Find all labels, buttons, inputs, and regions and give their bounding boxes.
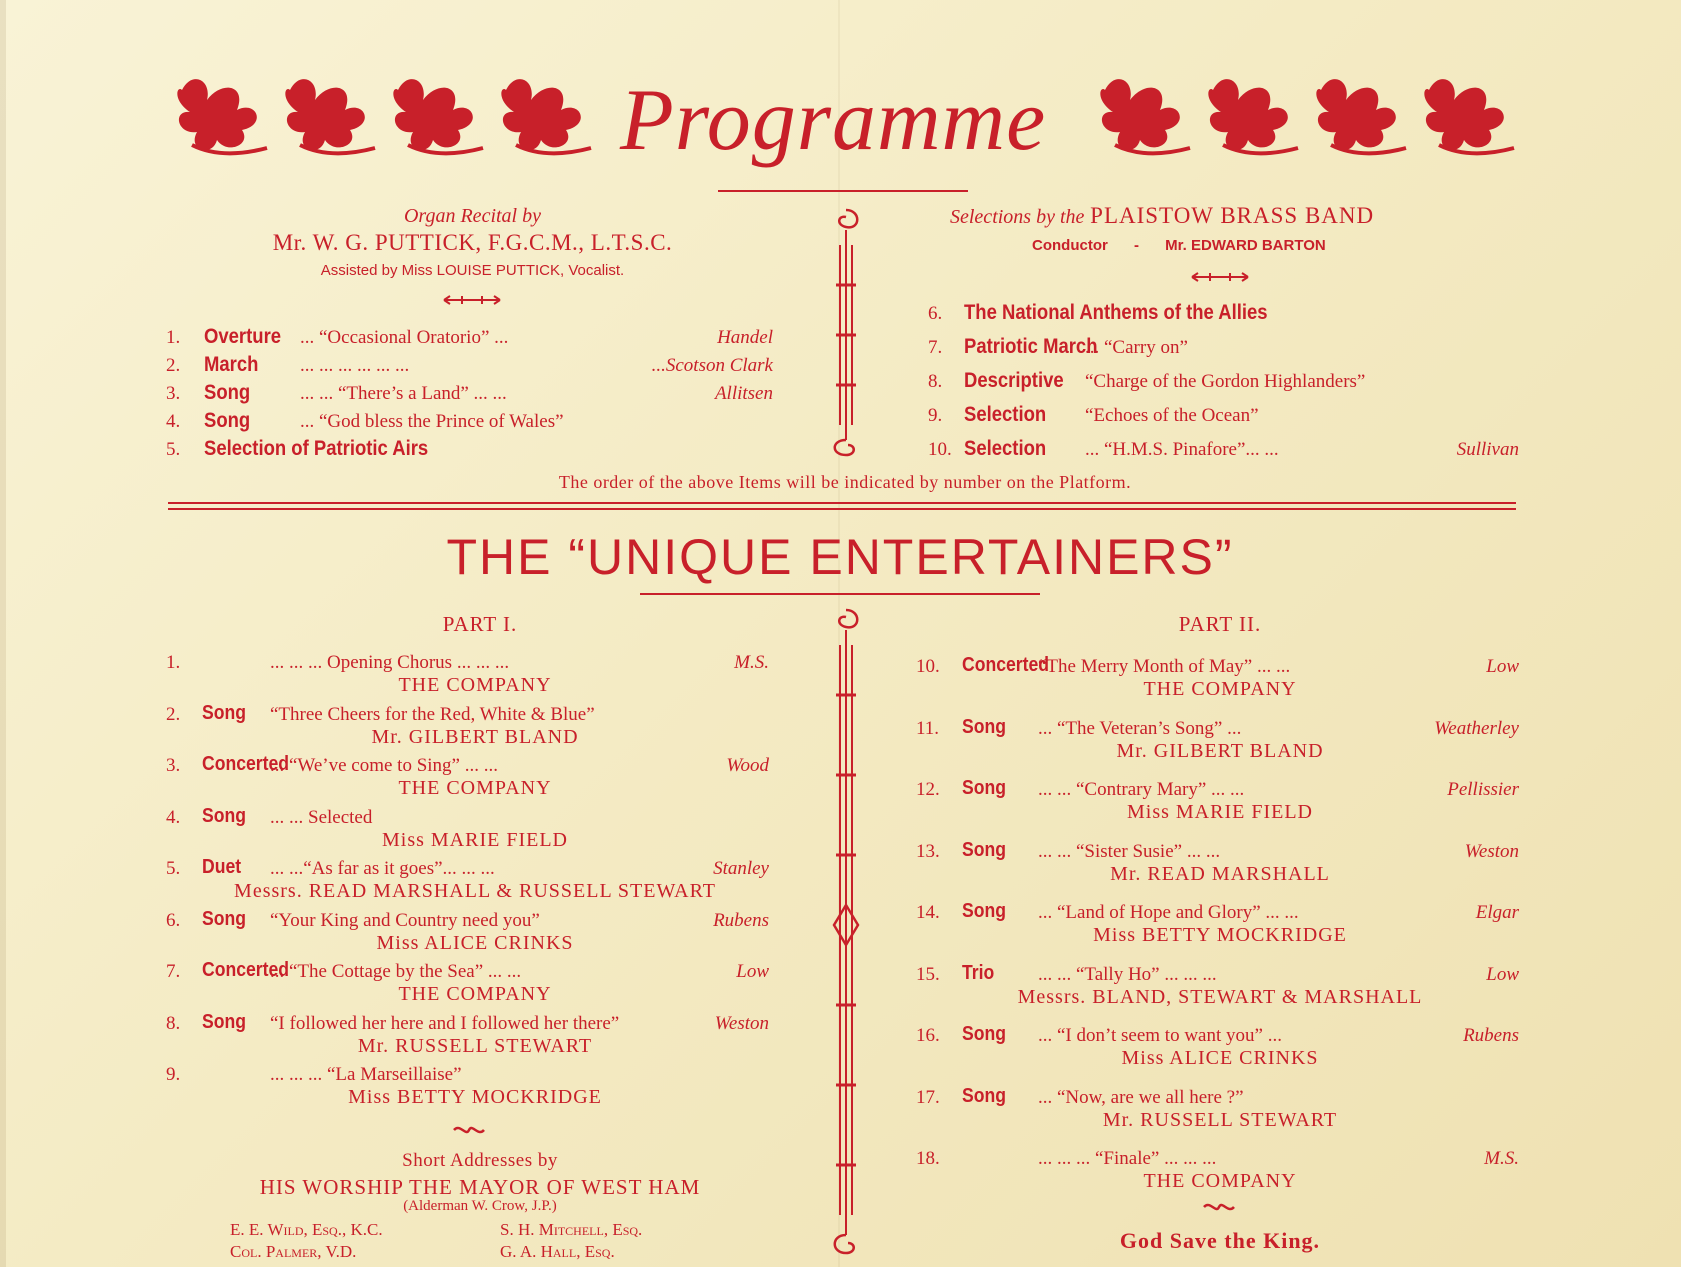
guest-wild: E. E. Wild, Esq., K.C. — [230, 1220, 383, 1239]
item-number: 3. — [166, 383, 181, 404]
part2-heading: PART II. — [1178, 612, 1262, 636]
item-number: 18. — [916, 1148, 940, 1169]
item-performer: THE COMPANY — [1143, 1170, 1297, 1192]
item-title: ... ... “There’s a Land” ... ... — [300, 383, 507, 404]
item-title: ... ... ... “Finale” ... ... ... — [1038, 1148, 1217, 1169]
item-kind: Duet — [202, 856, 242, 878]
conductor-label: Conductor — [1032, 237, 1108, 254]
item-number: 8. — [166, 1012, 181, 1034]
organ-assist: Assisted by Miss LOUISE PUTTICK, Vocalist. — [320, 262, 625, 279]
item-performer: Miss BETTY MOCKRIDGE — [348, 1086, 602, 1108]
item-performer: Messrs. BLAND, STEWART & MARSHALL — [1017, 985, 1423, 1008]
item-composer: M.S. — [734, 652, 769, 673]
item-number: 11. — [916, 717, 940, 739]
part1-heading: PART I. — [442, 612, 518, 636]
organ-heading: Organ Recital by — [403, 205, 541, 227]
item-performer: Miss ALICE CRINKS — [376, 931, 574, 954]
leaf-ornament-icon — [280, 70, 380, 160]
item-kind: March — [204, 353, 259, 376]
item-title: “Echoes of the Ocean” — [1085, 405, 1259, 426]
item-title: ... “Now, are we all here ?” — [1038, 1086, 1244, 1108]
item-number: 9. — [928, 405, 943, 426]
item-number: 2. — [166, 703, 181, 725]
item-number: 12. — [916, 779, 940, 800]
item-title: ... “I don’t seem to want you” ... — [1038, 1025, 1282, 1046]
item-composer: Rubens — [713, 909, 769, 931]
item-title: “The Merry Month of May” ... ... — [1038, 656, 1291, 677]
conductor-name: Mr. EDWARD BARTON — [1165, 237, 1326, 254]
band-heading-prefix: Selections by the — [950, 206, 1085, 228]
guest-hall: G. A. Hall, Esq. — [500, 1242, 615, 1261]
item-composer: M.S. — [1484, 1148, 1519, 1169]
item-kind: Song — [202, 701, 246, 724]
item-title: ... “Occasional Oratorio” ... — [300, 327, 509, 348]
item-performer: Miss MARIE FIELD — [381, 828, 568, 851]
item-kind: Song — [962, 900, 1006, 922]
item-number: 1. — [166, 652, 181, 673]
item-performer: Miss BETTY MOCKRIDGE — [1093, 924, 1347, 946]
item-number: 5. — [166, 439, 181, 460]
item-kind: Song — [962, 838, 1006, 861]
item-kind: Song — [962, 1084, 1006, 1107]
mayor-line: HIS WORSHIP THE MAYOR OF WEST HAM — [259, 1175, 701, 1199]
item-performer: THE COMPANY — [398, 674, 552, 696]
leaf-ornament-icon — [1095, 70, 1195, 160]
entertainers-title: THE “UNIQUE ENTERTAINERS” — [446, 529, 1234, 585]
item-composer: Weatherley — [1434, 717, 1519, 739]
item-performer: Messrs. READ MARSHALL & RUSSELL STEWART — [234, 880, 716, 902]
item-composer: Low — [1486, 963, 1519, 985]
item-composer: Handel — [717, 327, 773, 348]
double-rule-bottom — [168, 508, 1516, 510]
item-title: ... ... “Tally Ho” ... ... ... — [1038, 963, 1217, 985]
item-kind: Descriptive — [964, 369, 1064, 392]
item-number: 6. — [928, 303, 943, 324]
item-performer: THE COMPANY — [1143, 678, 1297, 700]
ornament-right — [1095, 70, 1519, 160]
item-composer: Weston — [1464, 840, 1519, 862]
item-composer: Low — [1486, 656, 1519, 677]
item-kind: Concerted — [202, 959, 290, 981]
item-number: 14. — [916, 902, 940, 923]
scroll-ornament-icon — [826, 605, 866, 1260]
item-number: 4. — [166, 806, 181, 828]
band-heading-name: PLAISTOW BRASS BAND — [1090, 203, 1375, 228]
item-number: 17. — [916, 1086, 940, 1108]
item-number: 16. — [916, 1025, 940, 1046]
paper-edge — [0, 0, 6, 1267]
item-kind: Selection — [964, 403, 1047, 426]
item-number: 10. — [928, 439, 952, 460]
item-number: 6. — [166, 909, 181, 931]
item-title: ... “We’ve come to Sing” ... ... — [270, 755, 498, 776]
item-kind: Selection — [964, 437, 1047, 460]
item-title: “Your King and Country need you” — [270, 909, 540, 931]
item-title: ... ... “Contrary Mary” ... ... — [1038, 779, 1245, 800]
leaf-ornament-icon — [172, 70, 272, 160]
item-kind: Song — [202, 1010, 246, 1033]
item-kind: Trio — [962, 961, 995, 984]
guest-mitchell: S. H. Mitchell, Esq. — [500, 1220, 643, 1239]
item-kind: Selection of Patriotic Airs — [204, 437, 429, 460]
entertainers-rule — [640, 593, 1040, 595]
item-composer: Allitsen — [714, 383, 773, 404]
item-kind: The National Anthems of the Allies — [964, 301, 1268, 324]
item-kind: Overture — [204, 325, 282, 348]
item-performer: Mr. READ MARSHALL — [1110, 862, 1330, 885]
item-performer: Mr. RUSSELL STEWART — [357, 1034, 593, 1057]
leaf-ornament-icon — [1203, 70, 1303, 160]
item-composer: Sullivan — [1456, 439, 1519, 460]
item-title: ... “The Veteran’s Song” ... — [1038, 717, 1242, 739]
item-number: 7. — [166, 961, 181, 982]
closing-line: God Save the King. — [1119, 1228, 1321, 1253]
item-title: ... ... ... “La Marseillaise” — [270, 1064, 462, 1085]
item-performer: Mr. GILBERT BLAND — [371, 725, 579, 748]
item-performer: THE COMPANY — [398, 983, 552, 1005]
item-kind: Song — [962, 1023, 1006, 1045]
item-title: ... “The Cottage by the Sea” ... ... — [270, 961, 522, 982]
item-performer: Mr. GILBERT BLAND — [1116, 739, 1324, 762]
item-title: ... “God bless the Prince of Wales” — [300, 411, 564, 432]
item-number: 7. — [928, 337, 943, 358]
item-title: ... ... Selected — [270, 806, 373, 828]
item-number: 10. — [916, 656, 940, 677]
item-composer: Pellissier — [1447, 779, 1519, 800]
item-number: 2. — [166, 355, 181, 376]
conductor-separator: - — [1134, 237, 1139, 254]
item-title: ... “Land of Hope and Glory” ... ... — [1038, 902, 1299, 923]
item-composer: Elgar — [1475, 902, 1519, 923]
item-number: 15. — [916, 963, 940, 985]
divider-ornament-icon — [1202, 1200, 1236, 1214]
item-number: 13. — [916, 840, 940, 862]
item-number: 9. — [166, 1064, 181, 1085]
item-performer: Mr. RUSSELL STEWART — [1102, 1108, 1338, 1131]
item-kind: Song — [962, 777, 1006, 799]
item-kind: Patriotic March — [964, 335, 1098, 358]
item-performer: THE COMPANY — [398, 777, 552, 799]
leaf-ornament-icon — [1419, 70, 1519, 160]
item-number: 8. — [928, 371, 943, 392]
item-kind: Concerted — [202, 753, 290, 775]
item-performer: Miss MARIE FIELD — [1126, 801, 1313, 823]
item-kind: Song — [962, 715, 1006, 738]
item-performer: Miss ALICE CRINKS — [1121, 1047, 1319, 1069]
divider-ornament-icon — [452, 1123, 486, 1137]
leaf-ornament-icon — [1311, 70, 1411, 160]
item-kind: Song — [202, 907, 246, 930]
page-title: Programme — [620, 72, 1047, 169]
item-title: ... “Carry on” — [1085, 337, 1188, 358]
organ-performer: Mr. W. G. PUTTICK, F.G.C.M., L.T.S.C. — [272, 230, 673, 255]
item-title: ... ...“As far as it goes”... ... ... — [270, 858, 495, 879]
item-number: 3. — [166, 755, 181, 776]
item-number: 5. — [166, 858, 181, 879]
item-composer: Weston — [714, 1012, 769, 1034]
item-kind: Song — [202, 804, 246, 827]
band-conductor — [1032, 237, 1326, 254]
band-heading — [950, 203, 1374, 229]
ornament-left — [172, 70, 596, 160]
item-title: ... ... ... ... ... ... — [300, 355, 410, 376]
addresses-heading: Short Addresses by — [402, 1150, 558, 1171]
leaf-ornament-icon — [496, 70, 596, 160]
guest-palmer: Col. Palmer, V.D. — [230, 1242, 357, 1261]
item-composer: Stanley — [713, 858, 769, 879]
alderman-line: (Alderman W. Crow, J.P.) — [403, 1198, 557, 1214]
item-number: 4. — [166, 411, 181, 432]
item-composer: ...Scotson Clark — [651, 355, 773, 376]
item-title: ... ... “Sister Susie” ... ... — [1038, 840, 1221, 862]
item-kind: Concerted — [962, 654, 1050, 676]
scroll-ornament-icon — [826, 205, 866, 460]
title-rule — [718, 190, 968, 192]
item-number: 1. — [166, 327, 181, 348]
divider-ornament-icon — [1190, 270, 1250, 284]
double-rule-top — [168, 502, 1516, 504]
item-kind: Song — [204, 381, 251, 404]
item-title: ... ... ... Opening Chorus ... ... ... — [270, 652, 510, 673]
item-title: “I followed her here and I followed her there” — [270, 1012, 620, 1034]
divider-ornament-icon — [442, 293, 502, 307]
item-title: “Charge of the Gordon Highlanders” — [1085, 371, 1366, 392]
item-composer: Rubens — [1463, 1025, 1519, 1046]
item-title: “Three Cheers for the Red, White & Blue” — [270, 703, 595, 725]
item-composer: Wood — [726, 755, 769, 776]
item-title: ... “H.M.S. Pinafore”... ... — [1085, 439, 1279, 460]
item-kind: Song — [204, 409, 251, 432]
leaf-ornament-icon — [388, 70, 488, 160]
order-note: The order of the above Items will be indicated by number on the Platform. — [558, 472, 1132, 492]
item-composer: Low — [736, 961, 769, 982]
